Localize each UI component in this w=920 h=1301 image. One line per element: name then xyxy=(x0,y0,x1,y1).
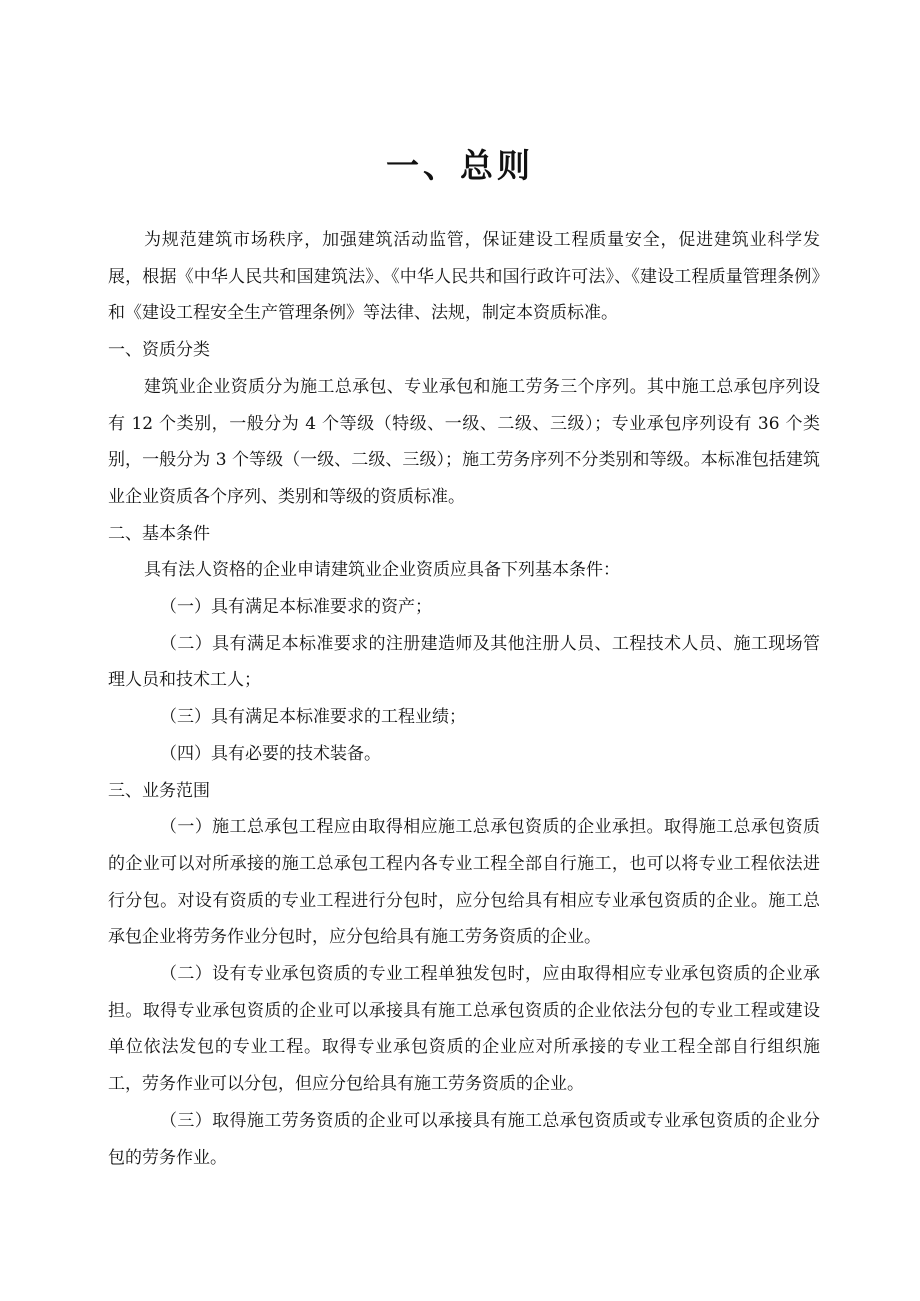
list-item: （三）具有满足本标准要求的工程业绩； xyxy=(160,707,466,728)
paragraph: 建筑业企业资质分为施工总承包、专业承包和施工劳务三个序列。其中施工总承包序列设有 12 个类别，一般分为 4 个等级（特级、一级、二级、三级）；专业承包序列设有 36 个类别，一般分为 3 个等级（一级、二级、三级）；施工劳务序列不分类别和等级。本标准包括建筑业企业资质各个序列、类别和等级的资质标准。 xyxy=(108,376,820,507)
list-item: （四）具有必要的技术装备。 xyxy=(160,743,381,764)
paragraph: 为规范建筑市场秩序，加强建筑活动监管，保证建设工程质量安全，促进建筑业科学发展，根据《中华人民共和国建筑法》、《中华人民共和国行政许可法》、《建设工程质量管理条例》和《建设工程安全生产管理条例》等法律、法规，制定本资质标准。 xyxy=(108,230,820,324)
page-title: 一、总则 xyxy=(386,146,534,185)
document-body xyxy=(108,222,820,1176)
list-item: （二）设有专业承包资质的专业工程单独发包时，应由取得相应专业承包资质的企业承担。取得专业承包资质的企业可以承接具有施工总承包资质的企业依法分包的专业工程或建设单位依法发包的专业工程。取得专业承包资质的企业应对所承接的专业工程全部自行组织施工，劳务作业可以分包，但应分包给具有施工劳务资质的企业。 xyxy=(108,964,820,1095)
list-item: （一）施工总承包工程应由取得相应施工总承包资质的企业承担。取得施工总承包资质的企业可以对所承接的施工总承包工程内各专业工程全部自行施工，也可以将专业工程依法进行分包。对设有资质的专业工程进行分包时，应分包给具有相应专业承包资质的企业。施工总承包企业将劳务作业分包时，应分包给具有施工劳务资质的企业。 xyxy=(108,817,820,948)
paragraph: 具有法人资格的企业申请建筑业企业资质应具备下列基本条件： xyxy=(144,560,620,581)
list-item: （一）具有满足本标准要求的资产； xyxy=(160,597,432,618)
section-heading: 一、资质分类 xyxy=(108,340,210,361)
section-heading: 三、业务范围 xyxy=(108,780,210,801)
section-heading: 二、基本条件 xyxy=(108,523,210,544)
list-item: （二）具有满足本标准要求的注册建造师及其他注册人员、工程技术人员、施工现场管理人员和技术工人； xyxy=(108,633,820,691)
list-item: （三）取得施工劳务资质的企业可以承接具有施工总承包资质或专业承包资质的企业分包的劳务作业。 xyxy=(108,1110,820,1168)
